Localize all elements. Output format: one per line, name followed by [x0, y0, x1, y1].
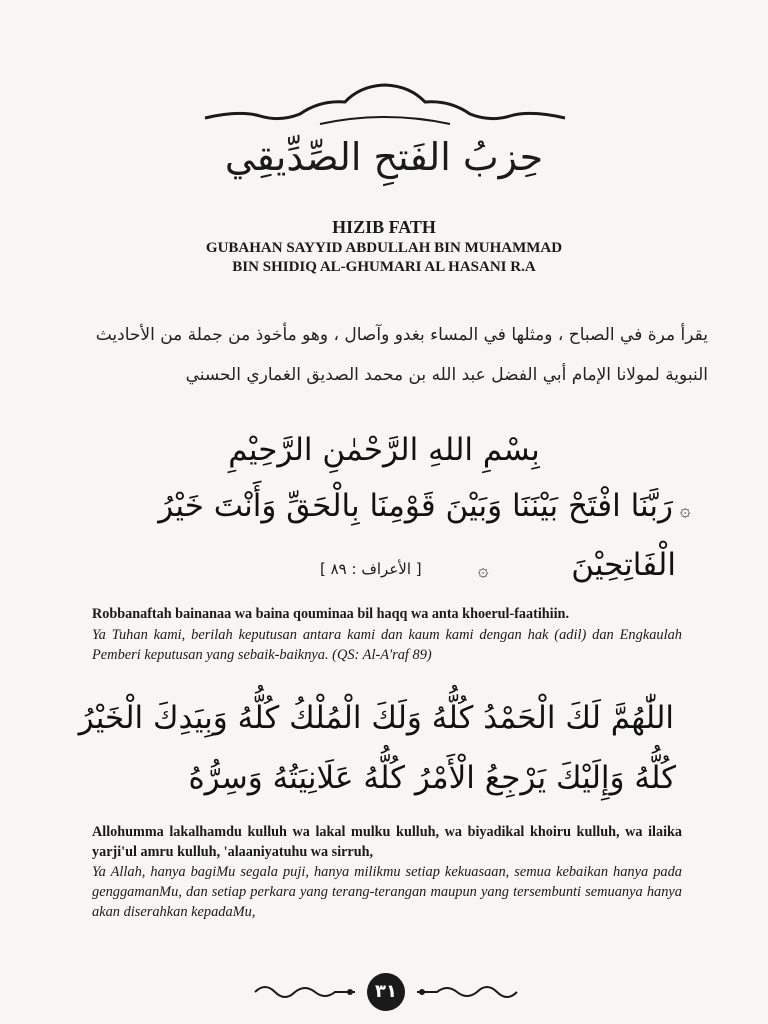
dua-transliteration: Allohumma lakalhamdu kulluh wa lakal mulku kulluh, wa biyadikal khoiru kulluh, wa ilaika yarji'ul amru kulluh, 'alaaniyatuhu wa sirruh,: [92, 824, 682, 860]
verse-translation: Ya Tuhan kami, berilah keputusan antara kami dan kaum kami dengan hak (adil) dan Engkaulah Pemberi keputusan yang sebaik-baiknya. (QS: Al-A'raf 89): [92, 627, 682, 663]
verse-line-2: الْفَاتِحِيْنَ: [571, 547, 676, 583]
title-line-2: GUBAHAN SAYYID ABDULLAH BIN MUHAMMAD: [205, 240, 563, 256]
arabic-title: حِزبُ الفَتحِ الصِّدِّيقِي: [224, 135, 544, 179]
title-line-3: BIN SHIDIQ AL-GHUMARI AL HASANI R.A: [232, 259, 536, 275]
verse-line-1: رَبَّنَا افْتَحْ بَيْنَنَا وَبَيْنَ قَوْمِنَا بِالْحَقِّ وَأَنْتَ خَيْرُ: [158, 488, 673, 524]
dua-translation: Ya Allah, hanya bagiMu segala puji, hanya milikmu setiap kekuasaan, semua kebaikan hanya pada genggamanMu, dan setiap perkara yang terang-terangan maupun yang tersembunti semuanya hanya akan diserahkan kepadaMu,: [92, 864, 682, 920]
dua-line-1: اللّٰهُمَّ لَكَ الْحَمْدُ كُلُّهُ وَلَكَ الْمُلْكُ كُلُّهُ وَبِيَدِكَ الْخَيْرُ: [78, 700, 674, 736]
footer-ornament-left: [250, 980, 360, 1004]
verse-reference: [ الأعراف : ٨٩ ]: [320, 560, 422, 578]
bismillah: بِسْمِ اللهِ الرَّحْمٰنِ الرَّحِيْمِ: [228, 432, 540, 468]
footer-ornament-right: [412, 980, 522, 1004]
page-number: ٣١: [367, 973, 405, 1011]
arabic-intro-line-2: النبوية لمولانا الإمام أبي الفضل عبد الله بن محمد الصديق الغماري الحسني: [185, 365, 708, 385]
arabic-intro-line-1: يقرأ مرة في الصباح ، ومثلها في المساء بغدو وآصال ، وهو مأخوذ من جملة من الأحاديث: [95, 325, 708, 345]
title-line-1: HIZIB FATH: [332, 217, 436, 237]
verse-transliteration: Robbanaftah bainanaa wa baina qouminaa bil haqq wa anta khoerul-faatihiin.: [92, 606, 569, 622]
dua-line-2: كُلُّهُ وَإِلَيْكَ يَرْجِعُ الْأَمْرُ كُلُّهُ عَلَانِيَتُهُ وَسِرُّهُ: [188, 760, 676, 796]
verse-end-star-icon: ۞: [478, 560, 489, 581]
verse-star-icon: ۞: [680, 500, 691, 521]
header-ornament: [200, 80, 570, 130]
